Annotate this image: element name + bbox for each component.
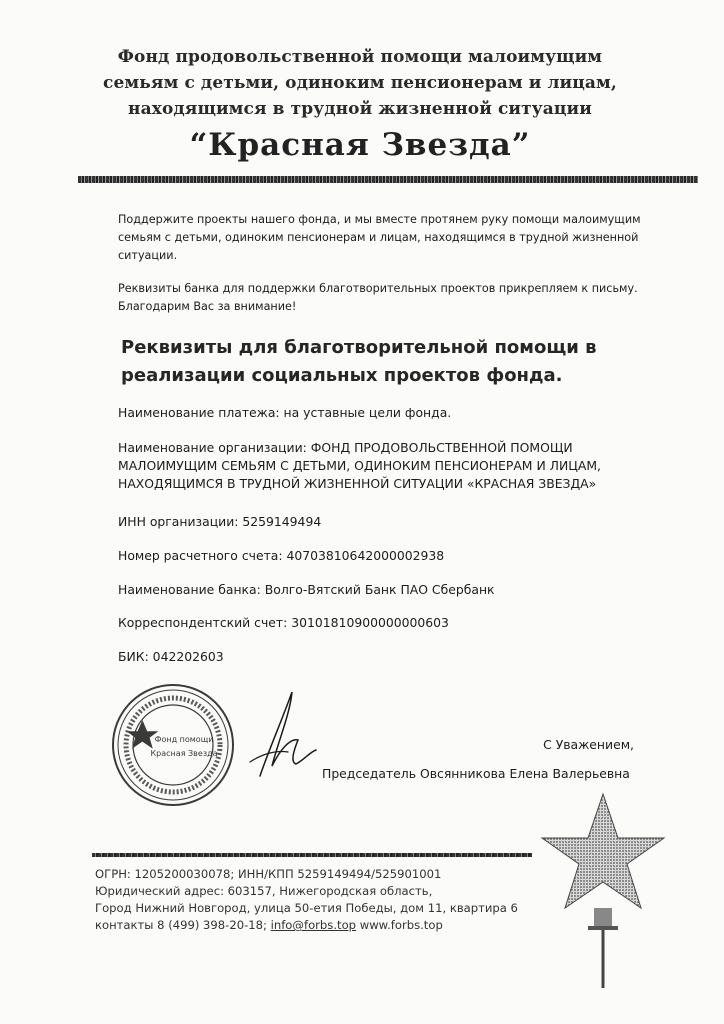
bank-field: Наименование банка: Волго-Вятский Банк ПАО Сбербанк <box>118 582 495 597</box>
attachment-paragraph <box>118 280 658 316</box>
footer-divider <box>92 853 532 857</box>
header-divider <box>78 176 698 183</box>
footer-phone: контакты 8 (499) 398-20-18; <box>95 918 271 932</box>
organization-name-line: МАЛОИМУЩИМ СЕМЬЯМ С ДЕТЬМИ, ОДИНОКИМ ПЕНСИОНЕРАМ И ЛИЦАМ, <box>118 458 601 473</box>
corr-account-field: Корреспондентский счет: 30101810900000000603 <box>118 615 449 630</box>
requisites-title-line: Реквизиты для благотворительной помощи в <box>121 337 597 358</box>
header-line-3: находящимся в трудной жизненной ситуации <box>128 99 592 119</box>
requisites-title <box>121 334 621 390</box>
intro-line: ситуации. <box>118 249 178 262</box>
footer-site[interactable]: www.forbs.top <box>356 918 443 932</box>
organization-name-line: Наименование организации: ФОНД ПРОДОВОЛЬСТВЕННОЙ ПОМОЩИ <box>118 440 573 455</box>
attachment-line: Реквизиты банка для поддержки благотворительных проектов прикрепляем к письму. <box>118 282 638 295</box>
organization-name <box>118 439 601 493</box>
fund-stamp-seal <box>108 680 238 810</box>
svg-text:Красная Звезда: Красная Звезда <box>150 749 218 758</box>
intro-line: Поддержите проекты нашего фонда, и мы вместе протянем руку помощи малоимущим <box>118 213 641 226</box>
organization-name-line: НАХОДЯЩИМСЯ В ТРУДНОЙ ЖИЗНЕННОЙ СИТУАЦИИ «КРАСНАЯ ЗВЕЗДА» <box>118 476 597 491</box>
footer-email-link[interactable]: info@forbs.top <box>270 918 357 932</box>
payment-name: Наименование платежа: на уставные цели фонда. <box>118 405 452 420</box>
footer-contacts <box>95 866 535 934</box>
intro-line: семьям с детьми, одиноким пенсионерам и лицам, находящимся в трудной жизненной <box>118 231 639 244</box>
fund-header <box>40 44 680 122</box>
header-line-2: семьям с детьми, одиноким пенсионерам и лицам, <box>103 73 617 93</box>
signatory-position: Председатель Овсянникова Елена Валерьевна <box>322 766 630 781</box>
footer-address-line-1: Юридический адрес: 603157, Нижегородская область, <box>95 884 433 898</box>
requisites-title-line: реализации социальных проектов фонда. <box>121 365 563 386</box>
footer-registration: ОГРН: 1205200030078; ИНН/КПП 5259149494/525901001 <box>95 867 442 881</box>
red-star-icon <box>538 790 668 990</box>
inn-field: ИНН организации: 5259149494 <box>118 514 322 529</box>
bik-field: БИК: 042202603 <box>118 649 224 664</box>
header-line-1: Фонд продовольственной помощи малоимущим <box>117 47 603 67</box>
attachment-line: Благодарим Вас за внимание! <box>118 300 297 313</box>
handwritten-signature <box>220 680 330 790</box>
account-field: Номер расчетного счета: 40703810642000002938 <box>118 548 445 563</box>
svg-text:Фонд помощи: Фонд помощи <box>154 735 214 744</box>
footer-address-line-2: Город Нижний Новгород, улица 50-етия Победы, дом 11, квартира 6 <box>95 901 518 915</box>
closing-greeting: С Уважением, <box>543 737 634 752</box>
fund-brand-name: “Красная Звезда” <box>189 127 531 163</box>
footer-contacts-line <box>95 917 535 934</box>
intro-paragraph <box>118 211 658 265</box>
